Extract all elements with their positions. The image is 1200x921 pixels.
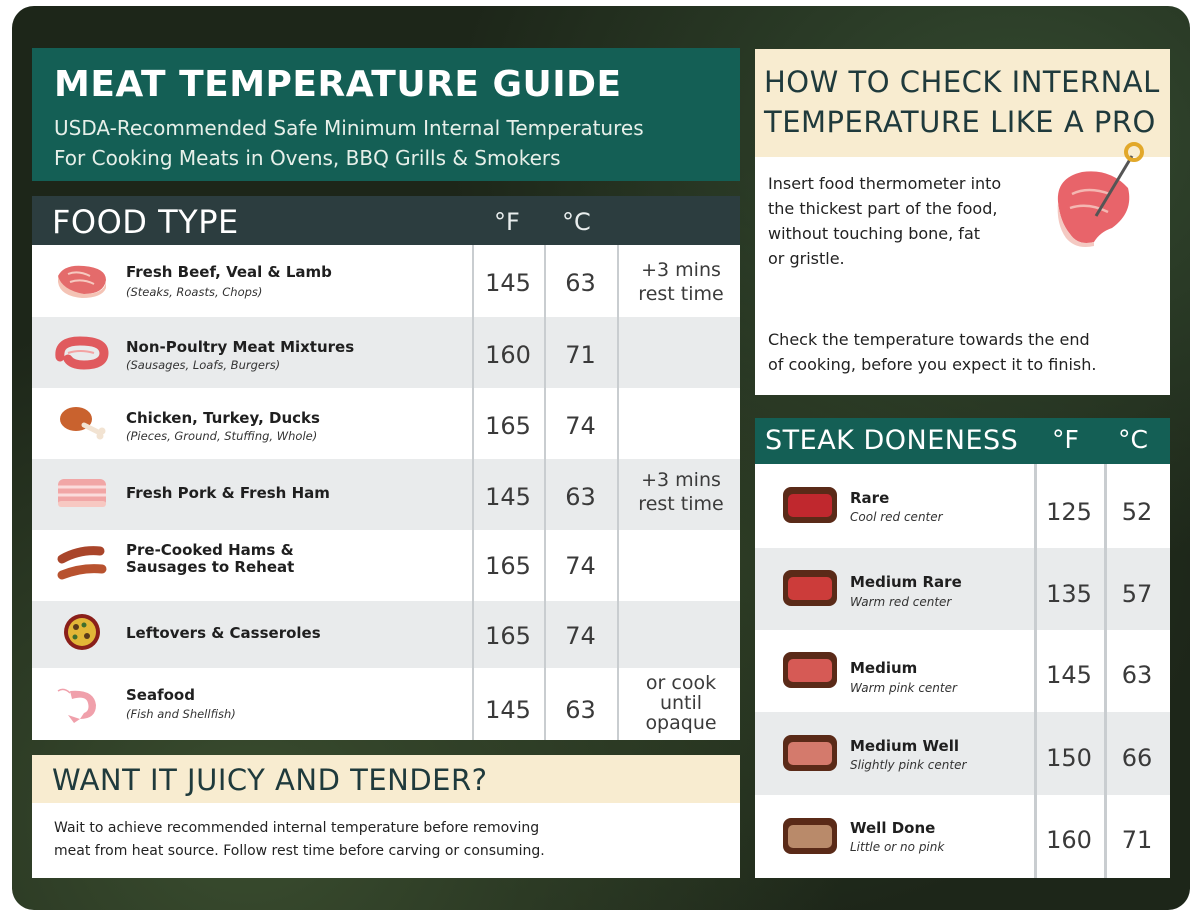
table-row <box>32 245 740 317</box>
temp-f: 145 <box>485 696 531 724</box>
food-name: Leftovers & Casseroles <box>126 624 321 642</box>
food-name: Fresh Pork & Fresh Ham <box>126 484 330 502</box>
medium-well-steak-icon <box>781 731 839 775</box>
temp-f: 165 <box>485 622 531 650</box>
thermometer-steak-icon <box>1048 142 1148 252</box>
pork-belly-icon <box>54 473 110 513</box>
temp-f: 135 <box>1046 580 1092 608</box>
doneness-name: Medium Well <box>850 737 959 755</box>
temp-f: 160 <box>485 341 531 369</box>
title-panel <box>32 48 740 181</box>
drumstick-icon <box>54 403 110 443</box>
medium-rare-steak-fill <box>788 577 832 600</box>
food-type-heading: FOOD TYPE <box>52 203 239 241</box>
food-name: Fresh Beef, Veal & Lamb <box>126 263 332 281</box>
doneness-description: Cool red center <box>850 510 943 524</box>
food-table <box>32 245 740 740</box>
food-name: Seafood <box>126 686 195 704</box>
celsius-heading: °C <box>562 208 591 236</box>
temp-c: 66 <box>1121 744 1153 772</box>
food-examples: (Steaks, Roasts, Chops) <box>126 285 263 299</box>
check-instruction-line: or gristle. <box>768 249 845 268</box>
steak-header <box>755 418 1170 464</box>
temp-c: 63 <box>565 483 596 511</box>
food-name: Non-Poultry Meat Mixtures <box>126 338 355 356</box>
doneness-name: Medium <box>850 659 918 677</box>
check-tip-line: of cooking, before you expect it to finish. <box>768 355 1097 374</box>
temp-f: 145 <box>485 483 531 511</box>
food-name: Chicken, Turkey, Ducks <box>126 409 320 427</box>
temp-c: 63 <box>565 696 596 724</box>
temp-f: 165 <box>485 412 531 440</box>
shrimp-icon <box>54 685 110 725</box>
steak-fahrenheit-heading: °F <box>1052 425 1079 454</box>
rest-note: rest time <box>638 493 724 515</box>
temp-f: 165 <box>485 552 531 580</box>
rest-note: rest time <box>638 283 724 305</box>
doneness-description: Warm red center <box>850 595 952 609</box>
temp-c: 74 <box>565 622 596 650</box>
juicy-text-line-2: meat from heat source. Follow rest time before carving or consuming. <box>54 843 545 859</box>
temp-f: 160 <box>1046 826 1092 854</box>
doneness-description: Warm pink center <box>850 681 957 695</box>
temp-c: 71 <box>1121 826 1153 854</box>
temp-c: 74 <box>565 552 596 580</box>
temp-f: 125 <box>1046 498 1092 526</box>
doneness-name: Well Done <box>850 819 936 837</box>
page-title: MEAT TEMPERATURE GUIDE <box>54 64 622 105</box>
food-name: Pre-Cooked Hams & <box>126 541 294 559</box>
juicy-heading: WANT IT JUICY AND TENDER? <box>52 763 488 797</box>
steak-table <box>755 464 1170 878</box>
medium-well-steak-fill <box>788 742 832 765</box>
rare-steak-icon <box>781 483 839 527</box>
check-panel <box>755 157 1170 395</box>
temp-c: 57 <box>1121 580 1153 608</box>
temp-f: 145 <box>485 269 531 297</box>
medium-steak-icon <box>781 648 839 692</box>
juicy-panel <box>32 803 740 878</box>
steak-celsius-heading: °C <box>1118 425 1148 454</box>
doneness-name: Medium Rare <box>850 573 962 591</box>
check-instruction-line: without touching bone, fat <box>768 224 981 243</box>
food-examples: (Fish and Shellfish) <box>126 707 236 721</box>
title-subtitle-line-2: For Cooking Meats in Ovens, BBQ Grills & Smokers <box>54 146 561 170</box>
check-heading-line-2: TEMPERATURE LIKE A PRO <box>764 105 1156 139</box>
medium-steak-fill <box>788 659 832 682</box>
check-header <box>755 49 1170 157</box>
food-examples: (Pieces, Ground, Stuffing, Whole) <box>126 429 318 443</box>
juicy-header <box>32 755 740 803</box>
sausages-icon <box>54 543 110 583</box>
steak-icon <box>54 260 110 300</box>
temp-c: 52 <box>1121 498 1153 526</box>
well-done-steak-icon <box>781 814 839 858</box>
check-heading-line-1: HOW TO CHECK INTERNAL <box>764 65 1160 99</box>
doneness-note: or cook <box>645 672 717 694</box>
column-divider <box>617 245 619 740</box>
doneness-description: Little or no pink <box>850 840 945 854</box>
food-examples: (Sausages, Loafs, Burgers) <box>126 358 281 372</box>
check-tip-line: Check the temperature towards the end <box>768 330 1090 349</box>
rare-steak-fill <box>788 494 832 517</box>
food-name-line-2: Sausages to Reheat <box>126 558 295 576</box>
doneness-name: Rare <box>850 489 890 507</box>
temp-c: 71 <box>565 341 596 369</box>
doneness-description: Slightly pink center <box>850 758 967 772</box>
temp-f: 150 <box>1046 744 1092 772</box>
rest-note: +3 mins <box>641 469 721 491</box>
fahrenheit-heading: °F <box>494 208 520 236</box>
steak-doneness-heading: STEAK DONENESS <box>765 425 1019 456</box>
title-subtitle-line-1: USDA-Recommended Safe Minimum Internal Temperatures <box>54 116 644 140</box>
medium-rare-steak-icon <box>781 566 839 610</box>
doneness-note: until <box>659 692 703 714</box>
temp-f: 145 <box>1046 661 1092 689</box>
well-done-steak-fill <box>788 825 832 848</box>
temp-c: 63 <box>1121 661 1153 689</box>
casserole-icon <box>54 612 110 652</box>
doneness-note: opaque <box>645 712 717 734</box>
food-table-header <box>32 196 740 245</box>
rest-note: +3 mins <box>641 259 721 281</box>
juicy-text-line-1: Wait to achieve recommended internal temperature before removing <box>54 820 540 836</box>
check-instruction-line: Insert food thermometer into <box>768 174 1002 193</box>
temp-c: 63 <box>565 269 596 297</box>
temp-c: 74 <box>565 412 596 440</box>
sausage-ring-icon <box>54 333 110 373</box>
check-instruction-line: the thickest part of the food, <box>768 199 998 218</box>
